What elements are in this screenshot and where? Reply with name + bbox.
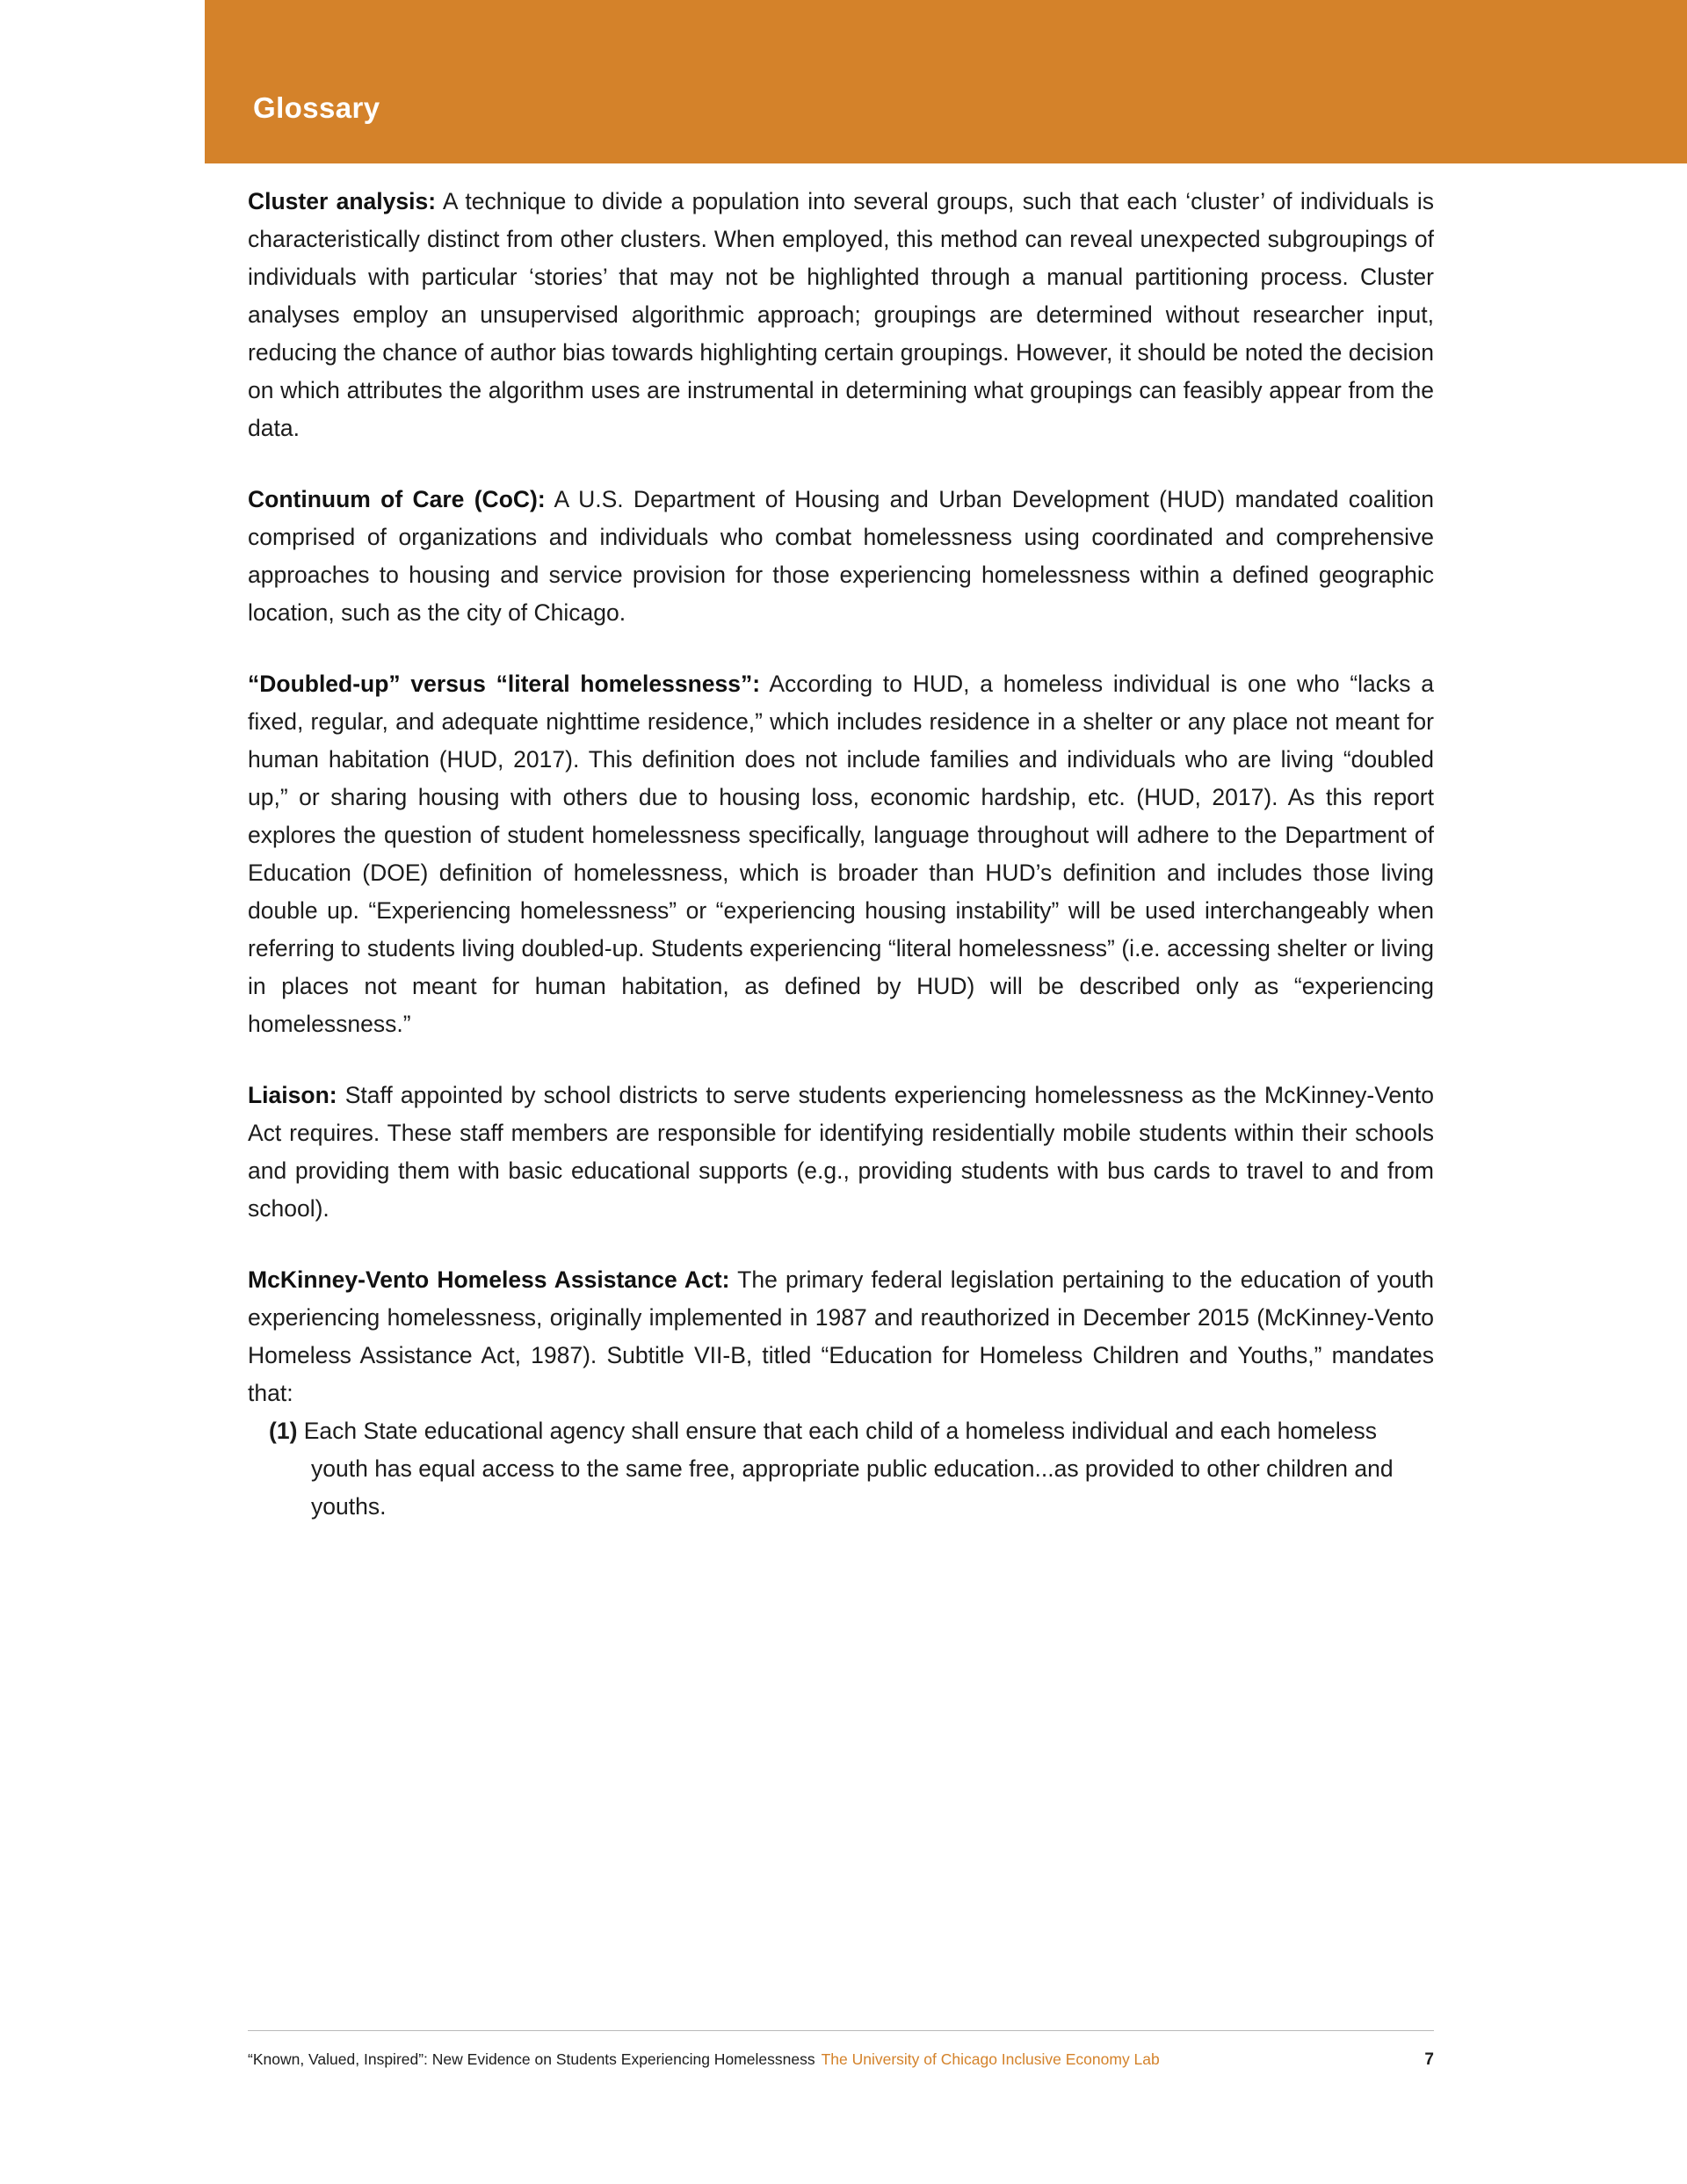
- glossary-entry: [248, 183, 1434, 447]
- glossary-definition: According to HUD, a homeless individual is one who “lacks a fixed, regular, and adequate nighttime residence,” which includes residence in a shelter or any place not meant for human habitation (HUD, 2017). This definition does not include families and individuals who are living “doubled up,” or sharing housing with others due to housing loss, economic hardship, etc. (HUD, 2017). As this report explores the question of student homelessness specifically, language throughout will adhere to the Department of Education (DOE) definition of homelessness, which is broader than HUD’s definition and includes those living double up. “Experiencing homelessness” or “experiencing housing instability” will be used interchangeably when referring to students living doubled-up. Students experiencing “literal homelessness” (i.e. accessing shelter or living in places not meant for human habitation, as defined by HUD) will be described only as “experiencing homelessness.”: [248, 671, 1434, 1037]
- glossary-definition: Staff appointed by school districts to serve students experiencing homelessness as the McKinney-Vento Act requires. These staff members are responsible for identifying residentially mobile students within their schools and providing them with basic educational supports (e.g., providing students with bus cards to travel to and from school).: [248, 1082, 1434, 1222]
- footer-divider: [248, 2030, 1434, 2031]
- glossary-entry: [248, 1077, 1434, 1228]
- list-item-number: (1): [269, 1418, 298, 1444]
- glossary-entry: [248, 665, 1434, 1043]
- list-item-text: Each State educational agency shall ensure that each child of a homeless individual and each homeless youth has equal access to the same free, appropriate public education...as provided to other children and youths.: [297, 1418, 1394, 1520]
- glossary-entry: [248, 1261, 1434, 1412]
- glossary-term: Cluster analysis:: [248, 188, 437, 214]
- page-title: Glossary: [253, 91, 380, 124]
- header-band: [171, 0, 1687, 163]
- glossary-term: “Doubled-up” versus “literal homelessness”:: [248, 671, 761, 697]
- glossary-entry: [248, 481, 1434, 632]
- glossary-definition: The primary federal legislation pertaining to the education of youth experiencing homelessness, originally implemented in 1987 and reauthorized in December 2015 (McKinney-Vento Homeless Assistance Act, 1987). Subtitle VII-B, titled “Education for Homeless Children and Youths,” mandates that:: [248, 1266, 1434, 1406]
- glossary-term: McKinney-Vento Homeless Assistance Act:: [248, 1266, 730, 1293]
- header-notch: [171, 0, 205, 163]
- glossary-definition: A technique to divide a population into several groups, such that each ‘cluster’ of individuals is characteristically distinct from other clusters. When employed, this method can reveal unexpected subgroupings of individuals with particular ‘stories’ that may not be highlighted through a manual partitioning process. Cluster analyses employ an unsupervised algorithmic approach; groupings are determined without researcher input, reducing the chance of author bias towards highlighting certain groupings. However, it should be noted the decision on which attributes the algorithm uses are instrumental in determining what groupings can feasibly appear from the data.: [248, 188, 1434, 441]
- glossary-term: Continuum of Care (CoC):: [248, 486, 546, 512]
- page-number: 7: [1424, 2050, 1434, 2069]
- footer: [248, 2050, 1434, 2070]
- list-item: [248, 1412, 1434, 1526]
- footer-brand: The University of Chicago Inclusive Economy Lab: [821, 2050, 1160, 2068]
- glossary-term: Liaison:: [248, 1082, 337, 1108]
- glossary-definition: A U.S. Department of Housing and Urban Development (HUD) mandated coalition comprised of organizations and individuals who combat homelessness using coordinated and comprehensive approaches to housing and service provision for those experiencing homelessness within a defined geographic location, such as the city of Chicago.: [248, 486, 1434, 626]
- footer-report-title: “Known, Valued, Inspired”: New Evidence on Students Experiencing Homelessness: [248, 2050, 815, 2068]
- page-content: [248, 183, 1434, 1526]
